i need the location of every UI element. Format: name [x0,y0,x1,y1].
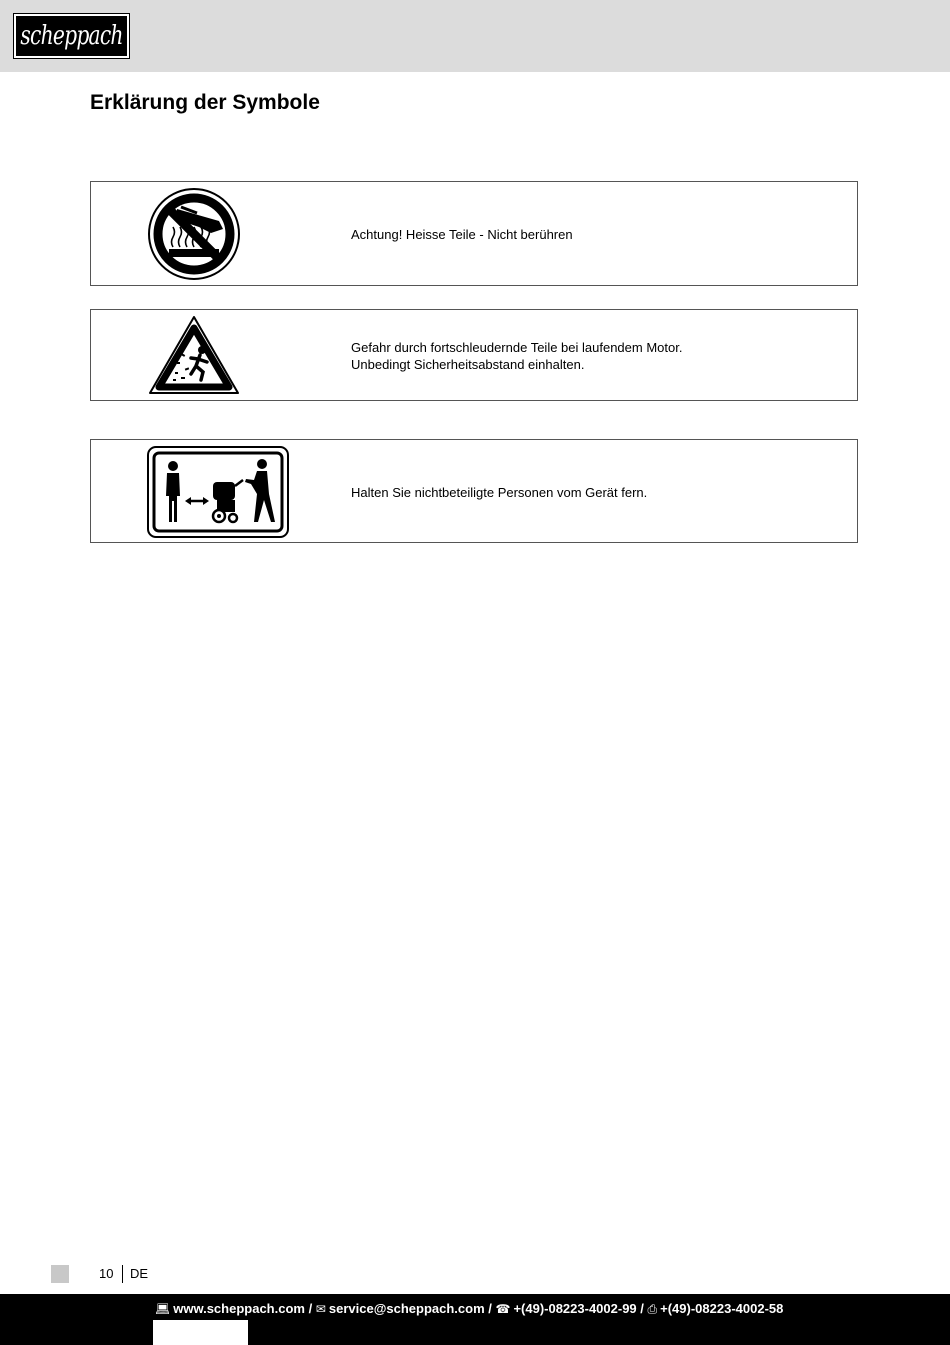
brand-logo [14,14,129,58]
footer-strip [153,1320,248,1345]
page-marker [51,1265,69,1283]
symbol-row-flying-parts [90,309,858,401]
fax-icon: ⎙ [647,1302,658,1316]
page-language: DE [130,1266,149,1281]
brand-logo-text: scheppach [20,21,123,51]
keep-bystanders-away-icon [147,446,289,538]
footer-contact-line: 💻︎ www.scheppach.com / ✉ service@scheppach.com / ☎ +(49)-08223-4002-99 / ⎙ +(49)-08223-4002-58 [155,1301,784,1316]
symbol-description: Halten Sie nichtbeteiligte Personen vom Gerät fern. [351,485,648,500]
website-link[interactable]: www.scheppach.com [173,1301,305,1316]
page-number-divider [122,1265,123,1283]
header-band [0,0,950,72]
phone-number: +(49)-08223-4002-99 [513,1301,637,1316]
symbol-row-hot-parts [90,181,858,286]
symbol-description: Gefahr durch fortschleudernde Teile bei laufendem Motor. Unbedingt Sicherheitsabstand einhalten. [351,340,683,372]
page-number: 10 [99,1266,114,1281]
phone-icon: ☎ [495,1302,511,1316]
email-icon: ✉ [315,1302,326,1316]
no-touch-hot-surface-icon [147,187,241,281]
email-link[interactable]: service@scheppach.com [328,1301,485,1316]
page-title: Erklärung der Symbole [90,91,320,114]
computer-icon: 💻︎ [155,1302,171,1316]
fax-number: +(49)-08223-4002-58 [660,1301,784,1316]
symbol-row-bystanders [90,439,858,543]
symbol-description: Achtung! Heisse Teile - Nicht berühren [351,227,573,242]
flying-debris-warning-icon [147,314,241,396]
